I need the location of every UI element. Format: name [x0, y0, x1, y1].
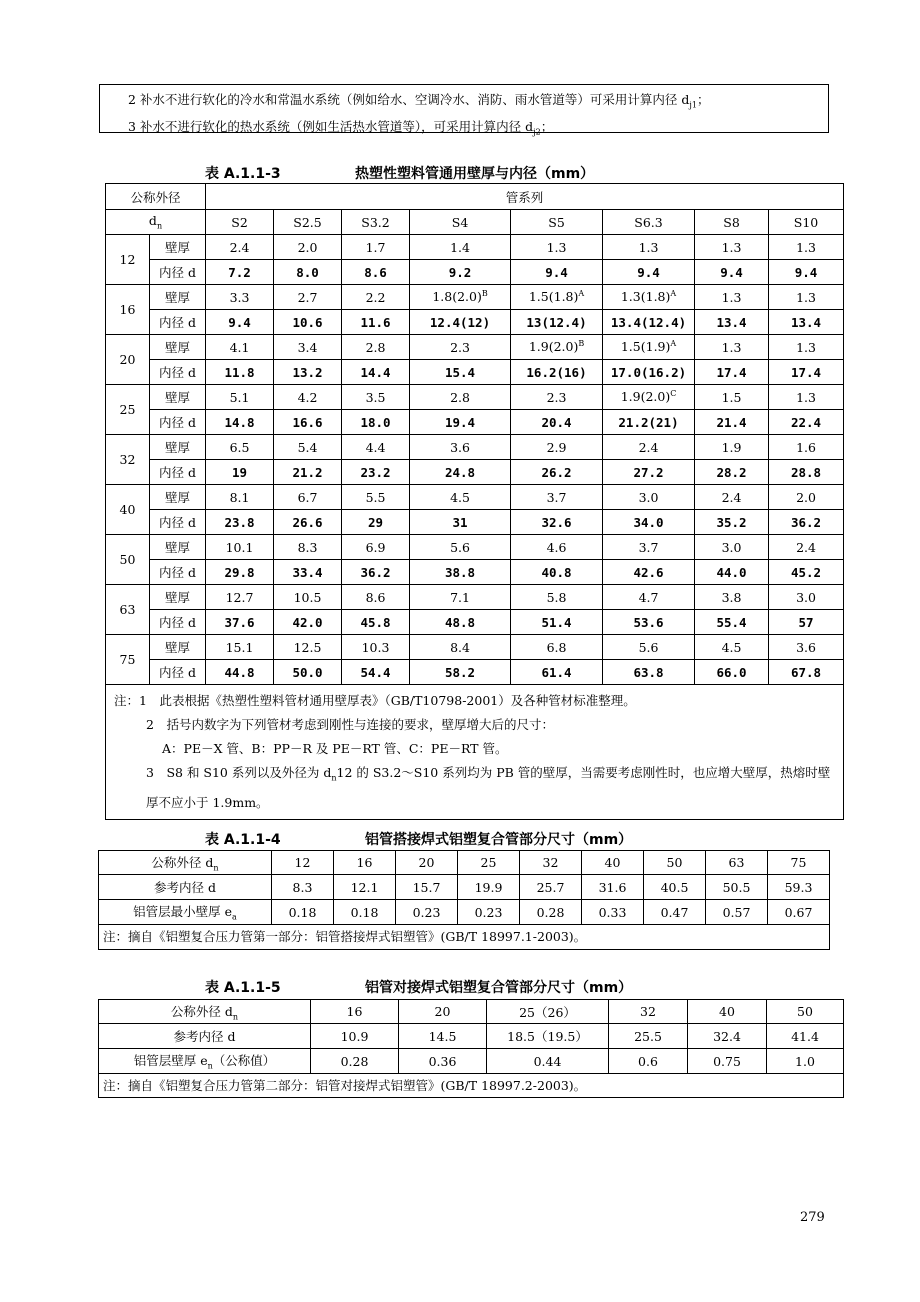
- table3-wall-cell: 1.3: [769, 285, 844, 310]
- table3-row-wall: [106, 285, 844, 310]
- table3-wall-cell: 2.4: [603, 435, 695, 460]
- table3-wall-cell: 1.3: [695, 335, 769, 360]
- top-note-line-1: 2 补水不进行软化的冷水和常温水系统（例如给水、空调冷水、消防、雨水管道等）可采用计算内径 $d_{j1}$；: [128, 92, 710, 110]
- table3-wall-cell: 1.4: [410, 235, 511, 260]
- table3-inner-cell: 44.8: [206, 660, 274, 685]
- table3-wall-cell: 3.6: [410, 435, 511, 460]
- table4-wall-cell: 0.23: [458, 900, 520, 925]
- table3-wall-cell: 5.4: [274, 435, 342, 460]
- table3-note-2b: A：PE－X 管、B：PP－R 及 PE－RT 管、C：PE－RT 管。: [162, 741, 508, 756]
- table3-wall-cell: 4.1: [206, 335, 274, 360]
- table3-dn-cell: 63: [106, 585, 150, 635]
- table3-wall-cell: 4.2: [274, 385, 342, 410]
- table3-wall-label: 壁厚: [150, 585, 206, 610]
- table3-inner-cell: 8.0: [274, 260, 342, 285]
- table3-inner-cell: 15.4: [410, 360, 511, 385]
- table3-wall-cell: $1.5(1.8)^A$: [511, 285, 603, 310]
- table3-series-header: S6.3: [603, 210, 695, 235]
- table3-wall-cell: 1.9: [695, 435, 769, 460]
- table5-inner-cell: 18.5（19.5）: [487, 1024, 609, 1049]
- table3-row-wall: [106, 535, 844, 560]
- table4-inner-cell: 19.9: [458, 875, 520, 900]
- table3-inner-cell: 9.4: [603, 260, 695, 285]
- table3-inner-cell: 9.4: [769, 260, 844, 285]
- table4-dn-cell: 20: [396, 851, 458, 875]
- table4-inner-cell: 15.7: [396, 875, 458, 900]
- table3-inner-cell: 29: [342, 510, 410, 535]
- table3-inner-cell: 19: [206, 460, 274, 485]
- table3-wall-cell: 8.1: [206, 485, 274, 510]
- table3-wall-cell: 2.2: [342, 285, 410, 310]
- table4-inner-cell: 12.1: [334, 875, 396, 900]
- table3-wall-cell: 6.9: [342, 535, 410, 560]
- table3-row-wall: [106, 335, 844, 360]
- table4-title: 铝管搭接焊式铝塑复合管部分尺寸（mm）: [365, 832, 633, 848]
- table3-row-inner: [106, 360, 844, 385]
- table3-wall-cell: 1.3: [769, 335, 844, 360]
- table3-wall-cell: 2.0: [274, 235, 342, 260]
- table3-inner-cell: 50.0: [274, 660, 342, 685]
- table3-inner-cell: 21.2(21): [603, 410, 695, 435]
- table3-wall-cell: 10.3: [342, 635, 410, 660]
- table4-inner-cell: 59.3: [768, 875, 830, 900]
- table3-wall-cell: 3.4: [274, 335, 342, 360]
- table3-wall-cell: 3.8: [695, 585, 769, 610]
- table3-wall-cell: 5.5: [342, 485, 410, 510]
- table3-row-inner: [106, 410, 844, 435]
- table3-inner-cell: 16.6: [274, 410, 342, 435]
- table5-wall-cell: 0.6: [609, 1049, 688, 1074]
- table4-dn-cell: 12: [272, 851, 334, 875]
- table4-dn-cell: 40: [582, 851, 644, 875]
- table3-inner-cell: 8.6: [342, 260, 410, 285]
- table3-row-inner: [106, 510, 844, 535]
- table4-row-dn-label: 公称外径 $d_n$: [99, 851, 272, 875]
- table3-wall-cell: 1.6: [769, 435, 844, 460]
- table4-note: 注：摘自《铝塑复合压力管第一部分：铝管搭接焊式铝塑管》(GB/T 18997.1-2003)。: [99, 925, 830, 950]
- table4-inner-cell: 50.5: [706, 875, 768, 900]
- table3-wall-cell: 2.7: [274, 285, 342, 310]
- table3-wall-cell: 4.5: [695, 635, 769, 660]
- table3-dn-cell: 16: [106, 285, 150, 335]
- page-number: 279: [800, 1210, 825, 1225]
- table3-row-inner: [106, 610, 844, 635]
- table4-dn-cell: 25: [458, 851, 520, 875]
- table4-dn-cell: 75: [768, 851, 830, 875]
- table3-inner-cell: 44.0: [695, 560, 769, 585]
- table3-inner-cell: 57: [769, 610, 844, 635]
- table5-inner-cell: 32.4: [688, 1024, 767, 1049]
- table4-dn-cell: 63: [706, 851, 768, 875]
- table3-inner-cell: 11.6: [342, 310, 410, 335]
- table3-wall-cell: 1.3: [695, 285, 769, 310]
- table3-wall-label: 壁厚: [150, 435, 206, 460]
- table3-inner-cell: 54.4: [342, 660, 410, 685]
- table3-row-wall: [106, 435, 844, 460]
- table3-header-dn-label: 公称外径: [106, 184, 206, 210]
- table3-wall-cell: 3.6: [769, 635, 844, 660]
- table3-wall-cell: 10.1: [206, 535, 274, 560]
- table3-row-inner: [106, 460, 844, 485]
- table3-wall-cell: 2.8: [410, 385, 511, 410]
- table3-inner-cell: 28.8: [769, 460, 844, 485]
- table3-row-wall: [106, 235, 844, 260]
- table3-notes: [106, 685, 844, 820]
- table4-inner-cell: 8.3: [272, 875, 334, 900]
- table3-inner-cell: 14.8: [206, 410, 274, 435]
- table3-inner-cell: 63.8: [603, 660, 695, 685]
- table3-inner-cell: 24.8: [410, 460, 511, 485]
- table3-wall-cell: 3.0: [603, 485, 695, 510]
- table3-series-header: S5: [511, 210, 603, 235]
- table3-wall-cell: 1.3: [603, 235, 695, 260]
- table3-inner-cell: 13.4(12.4): [603, 310, 695, 335]
- table3-wall-label: 壁厚: [150, 535, 206, 560]
- table3-wall-cell: 3.3: [206, 285, 274, 310]
- table5-wall-cell: 1.0: [767, 1049, 844, 1074]
- table3-wall-cell: 2.0: [769, 485, 844, 510]
- table3-inner-cell: 36.2: [769, 510, 844, 535]
- table3-inner-label: 内径 d: [150, 660, 206, 685]
- table3-inner-cell: 23.2: [342, 460, 410, 485]
- table3-wall-cell: 5.1: [206, 385, 274, 410]
- table3-wall-cell: 2.8: [342, 335, 410, 360]
- table3-wall-cell: 4.6: [511, 535, 603, 560]
- table3-wall-cell: 15.1: [206, 635, 274, 660]
- table3-dn-cell: 40: [106, 485, 150, 535]
- table3-inner-cell: 34.0: [603, 510, 695, 535]
- table3-inner-cell: 40.8: [511, 560, 603, 585]
- table3-inner-label: 内径 d: [150, 360, 206, 385]
- table5: [98, 999, 844, 1098]
- table3-inner-cell: 28.2: [695, 460, 769, 485]
- table3-inner-label: 内径 d: [150, 510, 206, 535]
- table5-dn-cell: 20: [399, 1000, 487, 1024]
- table3-inner-cell: 21.4: [695, 410, 769, 435]
- table3-inner-cell: 9.4: [511, 260, 603, 285]
- table3: [105, 183, 844, 820]
- table3-title: 热塑性塑料管通用壁厚与内径（mm）: [355, 166, 595, 182]
- table3-wall-cell: 3.0: [769, 585, 844, 610]
- table3-inner-label: 内径 d: [150, 310, 206, 335]
- table4-wall-cell: 0.47: [644, 900, 706, 925]
- table3-inner-label: 内径 d: [150, 560, 206, 585]
- table3-inner-cell: 66.0: [695, 660, 769, 685]
- table3-wall-cell: 3.5: [342, 385, 410, 410]
- table3-row-inner: [106, 560, 844, 585]
- table5-dn-cell: 50: [767, 1000, 844, 1024]
- table3-row-inner: [106, 260, 844, 285]
- table4-wall-cell: 0.57: [706, 900, 768, 925]
- table3-row-wall: [106, 385, 844, 410]
- table3-inner-cell: 22.4: [769, 410, 844, 435]
- table4-wall-cell: 0.18: [272, 900, 334, 925]
- table3-number: 表 A.1.1-3: [205, 166, 281, 182]
- table3-wall-cell: $1.8(2.0)^B$: [410, 285, 511, 310]
- table5-number: 表 A.1.1-5: [205, 980, 281, 996]
- table3-wall-cell: 8.4: [410, 635, 511, 660]
- table3-note-2: 2 括号内数字为下列管材考虑到刚性与连接的要求，壁厚增大后的尺寸：: [146, 717, 554, 732]
- table3-inner-cell: 18.0: [342, 410, 410, 435]
- table3-dn-cell: 20: [106, 335, 150, 385]
- table3-inner-cell: 10.6: [274, 310, 342, 335]
- table3-inner-cell: 21.2: [274, 460, 342, 485]
- table5-wall-cell: 0.36: [399, 1049, 487, 1074]
- table3-wall-cell: 2.4: [769, 535, 844, 560]
- table3-wall-cell: 1.3: [511, 235, 603, 260]
- table4-row-inner-label: 参考内径 d: [99, 875, 272, 900]
- table3-inner-cell: 27.2: [603, 460, 695, 485]
- table4-wall-cell: 0.28: [520, 900, 582, 925]
- table3-inner-cell: 13.4: [769, 310, 844, 335]
- table3-wall-cell: 5.8: [511, 585, 603, 610]
- table5-dn-cell: 32: [609, 1000, 688, 1024]
- table4-inner-cell: 40.5: [644, 875, 706, 900]
- table3-inner-cell: 45.2: [769, 560, 844, 585]
- table3-inner-label: 内径 d: [150, 260, 206, 285]
- table4-dn-cell: 16: [334, 851, 396, 875]
- table3-wall-label: 壁厚: [150, 385, 206, 410]
- table3-inner-cell: 36.2: [342, 560, 410, 585]
- table3-wall-cell: 6.8: [511, 635, 603, 660]
- table4-wall-cell: 0.18: [334, 900, 396, 925]
- table3-wall-cell: $1.9(2.0)^C$: [603, 385, 695, 410]
- table4-inner-cell: 31.6: [582, 875, 644, 900]
- table3-inner-label: 内径 d: [150, 410, 206, 435]
- table3-inner-cell: 37.6: [206, 610, 274, 635]
- table4-inner-cell: 25.7: [520, 875, 582, 900]
- table3-inner-cell: 42.6: [603, 560, 695, 585]
- table3-wall-label: 壁厚: [150, 235, 206, 260]
- table3-row-wall: [106, 585, 844, 610]
- table3-wall-cell: 5.6: [603, 635, 695, 660]
- table3-inner-cell: 48.8: [410, 610, 511, 635]
- table3-inner-cell: 9.2: [410, 260, 511, 285]
- table3-inner-label: 内径 d: [150, 460, 206, 485]
- table5-inner-cell: 14.5: [399, 1024, 487, 1049]
- table3-wall-cell: 12.5: [274, 635, 342, 660]
- table3-inner-cell: 19.4: [410, 410, 511, 435]
- table3-wall-cell: 2.4: [206, 235, 274, 260]
- table5-dn-cell: 25（26）: [487, 1000, 609, 1024]
- table3-inner-cell: 17.4: [769, 360, 844, 385]
- table4-dn-cell: 50: [644, 851, 706, 875]
- table3-wall-label: 壁厚: [150, 485, 206, 510]
- table4-row-wall-label: 铝管层最小壁厚 $e_a$: [99, 900, 272, 925]
- table3-wall-cell: 4.4: [342, 435, 410, 460]
- table3-inner-cell: 51.4: [511, 610, 603, 635]
- table3-inner-cell: 55.4: [695, 610, 769, 635]
- table3-row-inner: [106, 660, 844, 685]
- top-note-line-2: 3 补水不进行软化的热水系统（例如生活热水管道等），可采用计算内径 $d_{j2}$；: [128, 118, 554, 136]
- table3-inner-cell: 31: [410, 510, 511, 535]
- table3-inner-cell: 7.2: [206, 260, 274, 285]
- table3-wall-cell: 4.7: [603, 585, 695, 610]
- table3-dn-cell: 50: [106, 535, 150, 585]
- table4-dn-cell: 32: [520, 851, 582, 875]
- table3-inner-cell: 9.4: [206, 310, 274, 335]
- table3-inner-cell: 11.8: [206, 360, 274, 385]
- table3-wall-cell: 2.3: [410, 335, 511, 360]
- table3-inner-cell: 35.2: [695, 510, 769, 535]
- table3-wall-cell: 5.6: [410, 535, 511, 560]
- table3-inner-cell: 29.8: [206, 560, 274, 585]
- table3-inner-cell: 38.8: [410, 560, 511, 585]
- table3-inner-cell: 16.2(16): [511, 360, 603, 385]
- table5-title: 铝管对接焊式铝塑复合管部分尺寸（mm）: [365, 980, 633, 996]
- table4: [98, 850, 830, 950]
- table3-inner-cell: 45.8: [342, 610, 410, 635]
- table3-wall-cell: 1.3: [769, 235, 844, 260]
- table3-wall-cell: 2.9: [511, 435, 603, 460]
- table3-inner-cell: 12.4(12): [410, 310, 511, 335]
- table3-inner-cell: 13.4: [695, 310, 769, 335]
- table5-inner-cell: 25.5: [609, 1024, 688, 1049]
- table3-row-inner: [106, 310, 844, 335]
- table3-inner-cell: 26.2: [511, 460, 603, 485]
- table3-dn-cell: 32: [106, 435, 150, 485]
- table3-wall-cell: 3.7: [603, 535, 695, 560]
- table3-inner-cell: 67.8: [769, 660, 844, 685]
- table3-inner-cell: 13(12.4): [511, 310, 603, 335]
- table3-inner-cell: 32.6: [511, 510, 603, 535]
- table3-header-dn-symbol: $d_n$: [106, 210, 206, 235]
- table3-dn-cell: 25: [106, 385, 150, 435]
- table3-dn-cell: 12: [106, 235, 150, 285]
- table3-wall-cell: $1.3(1.8)^A$: [603, 285, 695, 310]
- table5-wall-cell: 0.28: [311, 1049, 399, 1074]
- table5-dn-cell: 16: [311, 1000, 399, 1024]
- table3-wall-cell: 7.1: [410, 585, 511, 610]
- table3-inner-cell: 20.4: [511, 410, 603, 435]
- table3-wall-cell: 2.4: [695, 485, 769, 510]
- table3-series-header: S2: [206, 210, 274, 235]
- table3-wall-cell: 4.5: [410, 485, 511, 510]
- table3-wall-cell: 12.7: [206, 585, 274, 610]
- table3-wall-cell: 1.5: [695, 385, 769, 410]
- table3-inner-cell: 33.4: [274, 560, 342, 585]
- table3-wall-label: 壁厚: [150, 285, 206, 310]
- table4-wall-cell: 0.23: [396, 900, 458, 925]
- table3-wall-cell: 6.5: [206, 435, 274, 460]
- table4-number: 表 A.1.1-4: [205, 832, 281, 848]
- table3-inner-cell: 17.0(16.2): [603, 360, 695, 385]
- table3-series-header: S10: [769, 210, 844, 235]
- table3-inner-cell: 13.2: [274, 360, 342, 385]
- table3-wall-cell: 3.0: [695, 535, 769, 560]
- table3-wall-label: 壁厚: [150, 635, 206, 660]
- table5-row-dn-label: 公称外径 $d_n$: [99, 1000, 311, 1024]
- table5-note: 注：摘自《铝塑复合压力管第二部分：铝管对接焊式铝塑管》(GB/T 18997.2-2003)。: [99, 1074, 844, 1098]
- table5-dn-cell: 40: [688, 1000, 767, 1024]
- table3-series-header: S3.2: [342, 210, 410, 235]
- table3-inner-cell: 17.4: [695, 360, 769, 385]
- table3-note-3: 3 S8 和 S10 系列以及外径为 $d_n12$ 的 S3.2～S10 系列均为 PB 管的壁厚，当需要考虑刚性时，也应增大壁厚，热熔时壁厚不应小于 1.9mm。: [146, 765, 831, 810]
- table3-series-header: S4: [410, 210, 511, 235]
- table3-row-wall: [106, 635, 844, 660]
- table3-note-1: 注：1 此表根据《热塑性塑料管材通用壁厚表》（GB/T10798-2001）及各种管材标准整理。: [114, 693, 636, 708]
- table3-inner-cell: 26.6: [274, 510, 342, 535]
- table3-wall-label: 壁厚: [150, 335, 206, 360]
- table3-wall-cell: 2.3: [511, 385, 603, 410]
- table3-inner-label: 内径 d: [150, 610, 206, 635]
- table5-row-inner-label: 参考内径 d: [99, 1024, 311, 1049]
- table3-wall-cell: 6.7: [274, 485, 342, 510]
- table3-inner-cell: 61.4: [511, 660, 603, 685]
- table3-wall-cell: $1.5(1.9)^A$: [603, 335, 695, 360]
- table3-wall-cell: 10.5: [274, 585, 342, 610]
- table3-inner-cell: 14.4: [342, 360, 410, 385]
- top-note-box: [99, 84, 829, 136]
- table3-inner-cell: 42.0: [274, 610, 342, 635]
- table3-wall-cell: 3.7: [511, 485, 603, 510]
- table3-series-header: S8: [695, 210, 769, 235]
- table5-wall-cell: 0.44: [487, 1049, 609, 1074]
- table5-wall-cell: 0.75: [688, 1049, 767, 1074]
- table4-wall-cell: 0.67: [768, 900, 830, 925]
- table3-wall-cell: 1.3: [695, 235, 769, 260]
- table4-wall-cell: 0.33: [582, 900, 644, 925]
- table5-inner-cell: 41.4: [767, 1024, 844, 1049]
- table3-wall-cell: 8.3: [274, 535, 342, 560]
- table5-inner-cell: 10.9: [311, 1024, 399, 1049]
- table3-wall-cell: $1.9(2.0)^B$: [511, 335, 603, 360]
- table5-row-wall-label: 铝管层壁厚 $e_n$（公称值）: [99, 1049, 311, 1074]
- table3-inner-cell: 58.2: [410, 660, 511, 685]
- table3-dn-cell: 75: [106, 635, 150, 685]
- table3-wall-cell: 1.7: [342, 235, 410, 260]
- table3-wall-cell: 1.3: [769, 385, 844, 410]
- table3-wall-cell: 8.6: [342, 585, 410, 610]
- table3-series-header: S2.5: [274, 210, 342, 235]
- table3-inner-cell: 9.4: [695, 260, 769, 285]
- table3-row-wall: [106, 485, 844, 510]
- table3-header-series-label: 管系列: [206, 184, 844, 210]
- table3-inner-cell: 23.8: [206, 510, 274, 535]
- table3-inner-cell: 53.6: [603, 610, 695, 635]
